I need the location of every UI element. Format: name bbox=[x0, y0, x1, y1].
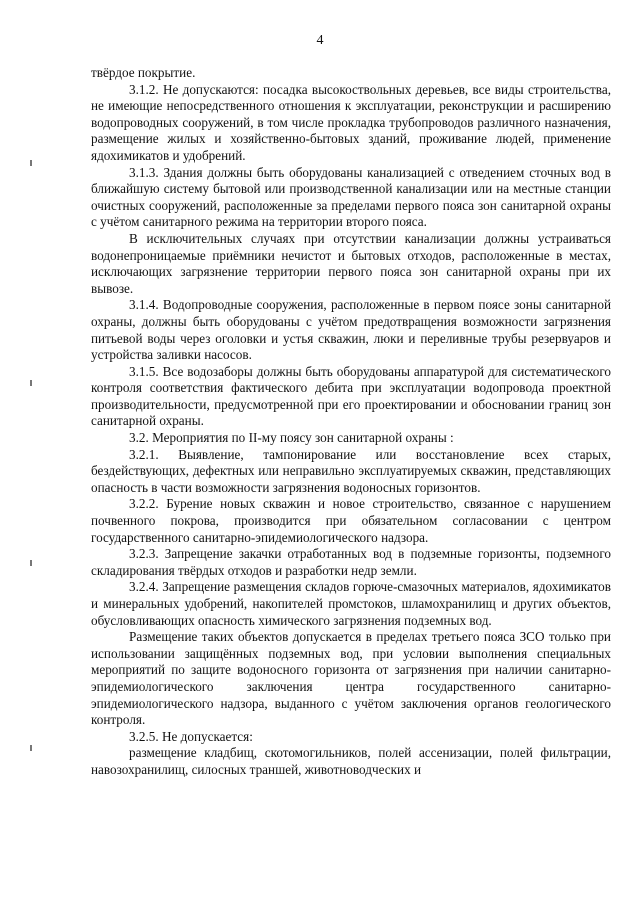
margin-mark bbox=[30, 745, 32, 751]
margin-mark bbox=[30, 160, 32, 166]
page-number: 4 bbox=[316, 33, 324, 48]
paragraph: Размещение таких объектов допускается в пределах третьего пояса ЗСО только при использовании защищённых подземных вод, при условии выполнения специальных мероприятий по защите водоносного горизонта от загрязнения при наличии санитарно-эпидемиологического заключения центра государственного санитарно-эпидемиологического надзора, выданного с учётом заключения органов геологического контроля. bbox=[91, 629, 611, 728]
paragraph: 3.1.2. Не допускаются: посадка высокоствольных деревьев, все виды строительства, не имеющие непосредственного отношения к эксплуатации, реконструкции и расширению водопроводных сооружений, в том числе прокладка трубопроводов различного назначения, размещение жилых и хозяйственно-бытовых зданий, проживание людей, применение ядохимикатов и удобрений. bbox=[91, 81, 611, 163]
margin-mark bbox=[30, 560, 32, 566]
paragraph: 3.1.4. Водопроводные сооружения, расположенные в первом поясе зоны санитарной охраны, должны быть оборудованы с учётом предотвращения возможности загрязнения питьевой воды через оголовки и устья скважин, люки и переливные трубы резервуаров и устройства заливки насосов. bbox=[91, 297, 611, 363]
margin-mark bbox=[30, 380, 32, 386]
document-body bbox=[91, 65, 611, 779]
paragraph: В исключительных случаях при отсутствии канализации должны устраиваться водонепроницаемые приёмники нечистот и бытовых отходов, расположенные в местах, исключающих загрязнение территории первого пояса зон санитарной охраны при их вывозе. bbox=[91, 230, 611, 296]
paragraph: 3.2.2. Бурение новых скважин и новое строительство, связанное с нарушением почвенного покрова, производится при обязательном согласовании с центром государственного санитарно-эпидемиологического надзора. bbox=[91, 496, 611, 545]
paragraph: 3.2. Мероприятия по II-му поясу зон санитарной охраны : bbox=[129, 430, 454, 446]
paragraph: 3.1.3. Здания должны быть оборудованы канализацией с отведением сточных вод в ближайшую систему бытовой или производственной канализации или на местные станции очистных сооружений, расположенные за пределами первого пояса зон санитарной охраны с учётом санитарного режима на территории второго пояса. bbox=[91, 164, 611, 230]
paragraph: размещение кладбищ, скотомогильников, полей ассенизации, полей фильтрации, навозохранилищ, силосных траншей, животноводческих и bbox=[91, 745, 611, 777]
paragraph: 3.2.3. Запрещение закачки отработанных вод в подземные горизонты, подземного складирования твёрдых отходов и разработки недр земли. bbox=[91, 546, 611, 578]
paragraph: твёрдое покрытие. bbox=[91, 65, 196, 80]
paragraph: 3.1.5. Все водозаборы должны быть оборудованы аппаратурой для систематического контроля соответствия фактического дебита при эксплуатации водопровода проектной производительности, предусмотренной при его проектировании и обосновании границ зон санитарной охраны. bbox=[91, 363, 611, 429]
paragraph: 3.2.1. Выявление, тампонирование или восстановление всех старых, бездействующих, дефектных или неправильно эксплуатируемых скважин, представляющих опасность в части возможности загрязнения водоносных горизонтов. bbox=[91, 446, 611, 495]
paragraph: 3.2.5. Не допускается: bbox=[129, 728, 253, 744]
paragraph: 3.2.4. Запрещение размещения складов горюче-смазочных материалов, ядохимикатов и минеральных удобрений, накопителей промстоков, шламохранилищ и других объектов, обусловливающих опасность химического загрязнения подземных вод. bbox=[91, 579, 611, 628]
